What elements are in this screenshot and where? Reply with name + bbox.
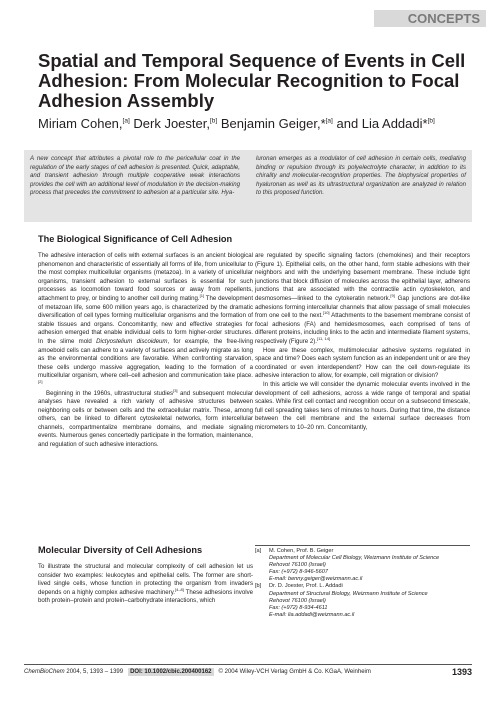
author-name: and Lia Addadi* xyxy=(336,116,428,131)
text-run: These adhesions involve both protein–protein and protein–carbohydrate interactions, which xyxy=(38,588,254,605)
paragraph: In this article we will consider the dynamic molecular events involved in the development of cell adhesions, across a wide range of temporal and spatial scales. While first cell contact and recognition occur on a subsecond timescale, full cell spreading takes tens of minutes to hours. During that time, the distance between the cell membrane and the external surface decreases from micrometers to 10–20 nm. Concomitantly, xyxy=(255,380,470,431)
journal-name: ChemBioChem xyxy=(24,669,65,675)
affiliation-entry xyxy=(255,583,470,618)
affiliation-label: [b] xyxy=(255,583,262,590)
citation-ref: [4–8] xyxy=(174,586,184,592)
citation-info: 2004, 5, 1393 – 1399 xyxy=(64,669,124,675)
section-heading-biological-significance: The Biological Significance of Cell Adhesion xyxy=(38,234,233,244)
text-run: and subsequent molecular analyses have revealed a rich variety of adhesive structures between neighboring cells or between cells and the extracellular matrix. These, among others, can be linked to different cytoskeletal networks, form intercellular channels, compartmentalize membrane domains, and mediate signaling events. Numerous genes concertedly participate in the formation, maintenance, and regulation of such adhesive interactions. xyxy=(38,389,253,449)
affiliation-line: Fax: (+972) 8-946-5607 xyxy=(269,569,328,576)
author-name: Derk Joester, xyxy=(133,116,210,131)
citation-ref: [11, 14] xyxy=(316,335,331,341)
body-column-right xyxy=(255,252,470,432)
text-run: Attachments to the basement membrane consist of focal adhesions (FA) and hemidesmosomes, each comprised of tens of different proteins, including links to the actin and intermediate filament systems, respectively (Figure 2). xyxy=(255,312,471,345)
affiliation-entry xyxy=(255,548,470,583)
author-affiliation-mark: [a] xyxy=(325,117,333,125)
citation-ref: [3] xyxy=(173,387,178,393)
author-line xyxy=(38,117,478,131)
abstract-left-column: A new concept that attributes a pivotal role to the pericellular coat in the regulation of the early stages of cell adhesion is presented. Quick, adaptable, and transient adhesion through multiple cooperative weak interactions provides the cell with an additional level of modulation in the decision-making process that precedes the commitment to adhesion at a particular site. Hya- xyxy=(30,155,240,197)
citation-ref: [9] xyxy=(390,292,395,298)
body-column-left-top xyxy=(38,252,253,450)
affiliation-line: Department of Structural Biology, Weizmann Institute of Science xyxy=(269,590,428,597)
affiliation-line: Rehovot 76100 (Israel) xyxy=(269,597,326,604)
text-run: Gap junctions are dot-like adhesions forming intercellular channels that allow passage of small molecules from one cell to the next. xyxy=(255,294,471,320)
author-name: Miriam Cohen, xyxy=(38,116,123,131)
affiliation-label: [a] xyxy=(255,548,262,554)
author-affiliation-mark: [b] xyxy=(427,117,435,125)
species-name: Dictyostelium discoideum xyxy=(96,337,168,345)
affiliation-names: Dr. D. Joester, Prof. L. Addadi xyxy=(269,583,343,590)
author-affiliation-mark: [b] xyxy=(209,117,218,125)
section-heading-molecular-diversity: Molecular Diversity of Cell Adhesions xyxy=(38,545,203,555)
text-run: To illustrate the structural and molecular complexity of cell adhesion let us consider two examples: leukocytes and epithelial cells. The former are short-lived single cells, whose function in protecting the organism from invaders depends on a highly complex adhesive machinery. xyxy=(38,563,253,596)
footer-divider xyxy=(24,664,472,665)
section-label: CONCEPTS xyxy=(407,11,480,26)
doi-label: DOI: 10.1002/cbic.200400162 xyxy=(130,669,212,675)
paragraph xyxy=(38,563,253,606)
author-affiliation-mark: [a] xyxy=(122,117,130,125)
affiliation-line: Fax: (+972) 8-934-4611 xyxy=(269,604,328,611)
text-run: The development of metazoan life, some 600 million years ago, is characterized by the dramatic diversification of cell types forming multicellular organisms and the formation of stable tissues and organs. Concomitantly, new and effective strategies for adhesion emerged that enable individual cells to form higher-order structures. In the slime mold xyxy=(38,294,254,345)
page-footer xyxy=(24,666,472,678)
text-run: , for example, the free-living amoeboid cells can adhere to a variety of surfaces and actively migrate as long as the environmental conditions are favorable. When confronting starvation, these cells undergo massive aggregation, leading to the formation of a multicellular organism, where cell–cell adhesion and communication take place. xyxy=(38,337,253,380)
header-section-banner xyxy=(374,10,486,27)
body-column-left-bottom xyxy=(38,563,253,606)
paragraph: How are these complex, multimolecular adhesive systems regulated in space and time? Does each system function as an independent unit or are they coordinated or even interdependent? How can the cell down-regulate its adhesive interaction to allow, for example, cell migration or division? xyxy=(255,346,470,380)
abstract-right-column: luronan emerges as a modulator of cell adhesion in certain cells, mediating binding or repulsion through its polyelectrolyte character, in addition to its chirality and molecular-recognition properties. The biophysical properties of hyaluronan as well as its ultrastructural organization are analyzed in relation to this proposed function. xyxy=(256,155,466,197)
citation-ref: [1] xyxy=(199,292,205,298)
affiliation-names: M. Cohen, Prof. B. Geiger xyxy=(269,548,334,554)
affiliation-email: E-mail: lia.addadi@weizmann.ac.il xyxy=(269,611,355,618)
abstract-box xyxy=(24,150,472,222)
author-name: Benjamin Geiger,* xyxy=(220,116,326,131)
affiliation-line: Rehovot 76100 (Israel) xyxy=(269,562,326,569)
affiliation-line: Department of Molecular Cell Biology, Weizmann Institute of Science xyxy=(269,555,440,562)
affiliation-block xyxy=(255,548,470,619)
citation-ref: [10] xyxy=(322,310,330,316)
page-number: 1393 xyxy=(451,667,472,677)
affiliation-email: E-mail: benny.geiger@weizmann.ac.il xyxy=(269,576,363,583)
paragraph xyxy=(255,252,470,347)
paragraph xyxy=(38,387,253,450)
text-run: Beginning in the 1960s, ultrastructural studies xyxy=(46,389,174,397)
text-run: are regulated by specific signaling factors (chemokines) and their receptors (Figure 1). Epithelial cells, on the other hand, form stable adhesions with their neighbors and with the underlying basement membrane. These include tight junctions that block diffusion of molecules across the epithelial layer, adherens junctions that are associated with the contractile actin cytoskeleton, and desmosomes—linked to the cytokeratin network. xyxy=(255,252,470,302)
citation-ref: [2] xyxy=(38,378,43,384)
copyright-text: © 2004 Wiley-VCH Verlag GmbH & Co. KGaA, Weinheim xyxy=(218,669,371,675)
article-title: Spatial and Temporal Sequence of Events in Cell Adhesion: From Molecular Recognition to Focal Adhesion Assembly xyxy=(38,50,466,111)
affiliation-divider xyxy=(255,545,470,546)
text-run: The adhesive interaction of cells with external surfaces is an ancient biological phenomenon and characteristic of essentially all forms of life, from unicellular to the most complex multicellular organisms (metazoa). In a variety of unicellular organisms, transient adhesion to external surfaces is essential for such processes as locomotion toward food sources or away from repellents, attachment to prey, or binding to another cell during mating. xyxy=(38,252,253,302)
